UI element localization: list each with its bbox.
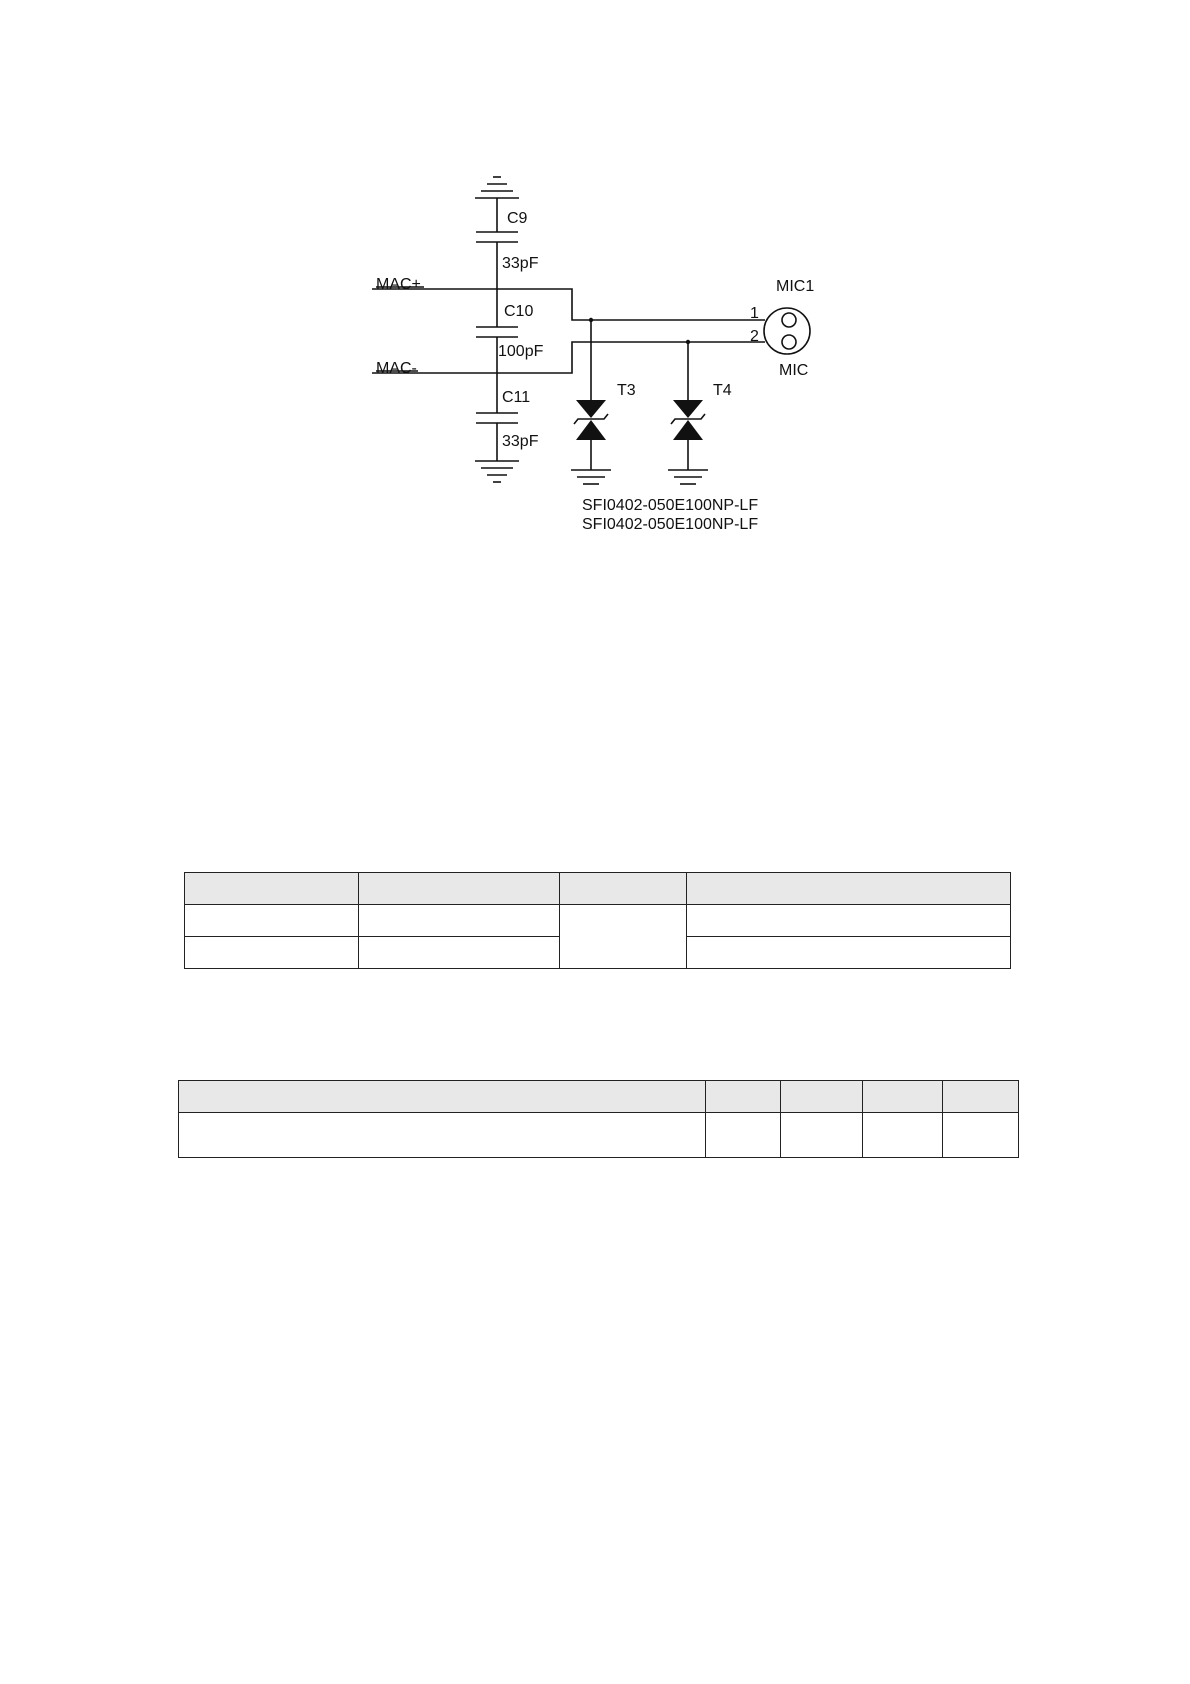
table-header-row bbox=[179, 1081, 1019, 1113]
spec-table-a bbox=[184, 872, 1011, 969]
c10-value-label: 100pF bbox=[498, 343, 544, 360]
capacitor-stack bbox=[476, 198, 518, 461]
table-cell bbox=[943, 1081, 1019, 1113]
t4-ref-label: T4 bbox=[713, 382, 732, 399]
table-cell bbox=[185, 937, 359, 969]
table-cell bbox=[863, 1113, 943, 1158]
mic1-ref-label: MIC1 bbox=[776, 278, 815, 295]
table-cell bbox=[179, 1081, 706, 1113]
table-cell bbox=[185, 905, 359, 937]
mic-pin1-label: 1 bbox=[750, 305, 759, 322]
table-cell bbox=[943, 1113, 1019, 1158]
tvs-diode-t4 bbox=[668, 340, 708, 484]
c11-ref-label: C11 bbox=[502, 389, 531, 406]
ground-symbol-top bbox=[475, 177, 519, 198]
t4-part-number: SFI0402-050E100NP-LF bbox=[582, 516, 759, 533]
table-cell-merged bbox=[560, 905, 687, 969]
mic-pin2-label: 2 bbox=[750, 328, 759, 345]
mic-name-label: MIC bbox=[779, 362, 809, 379]
table-header-row bbox=[185, 873, 1011, 905]
net-mac-plus-wire bbox=[372, 287, 765, 320]
mac-plus-label: MAC+ bbox=[376, 276, 421, 293]
table-row bbox=[185, 905, 1011, 937]
table-cell bbox=[359, 873, 560, 905]
table-cell bbox=[781, 1081, 863, 1113]
spec-table-b bbox=[178, 1080, 1019, 1158]
table-cell bbox=[687, 905, 1011, 937]
table-cell bbox=[185, 873, 359, 905]
net-mac-minus-wire bbox=[372, 342, 765, 373]
table-cell bbox=[687, 873, 1011, 905]
microphone-symbol bbox=[764, 308, 810, 354]
ground-symbol-bottom bbox=[475, 461, 519, 482]
table-cell bbox=[687, 937, 1011, 969]
c9-ref-label: C9 bbox=[507, 210, 528, 227]
c11-value-label: 33pF bbox=[502, 433, 539, 450]
c9-value-label: 33pF bbox=[502, 255, 539, 272]
mac-minus-label: MAC- bbox=[376, 360, 417, 377]
table-cell bbox=[781, 1113, 863, 1158]
table-cell bbox=[706, 1081, 781, 1113]
table-cell bbox=[560, 873, 687, 905]
table-row bbox=[179, 1113, 1019, 1158]
table-cell bbox=[359, 937, 560, 969]
microphone-circuit-schematic bbox=[0, 0, 1190, 560]
c10-ref-label: C10 bbox=[504, 303, 534, 320]
table-cell bbox=[179, 1113, 706, 1158]
t3-ref-label: T3 bbox=[617, 382, 636, 399]
table-cell bbox=[359, 905, 560, 937]
table-cell bbox=[706, 1113, 781, 1158]
table-cell bbox=[863, 1081, 943, 1113]
t3-part-number: SFI0402-050E100NP-LF bbox=[582, 497, 759, 514]
